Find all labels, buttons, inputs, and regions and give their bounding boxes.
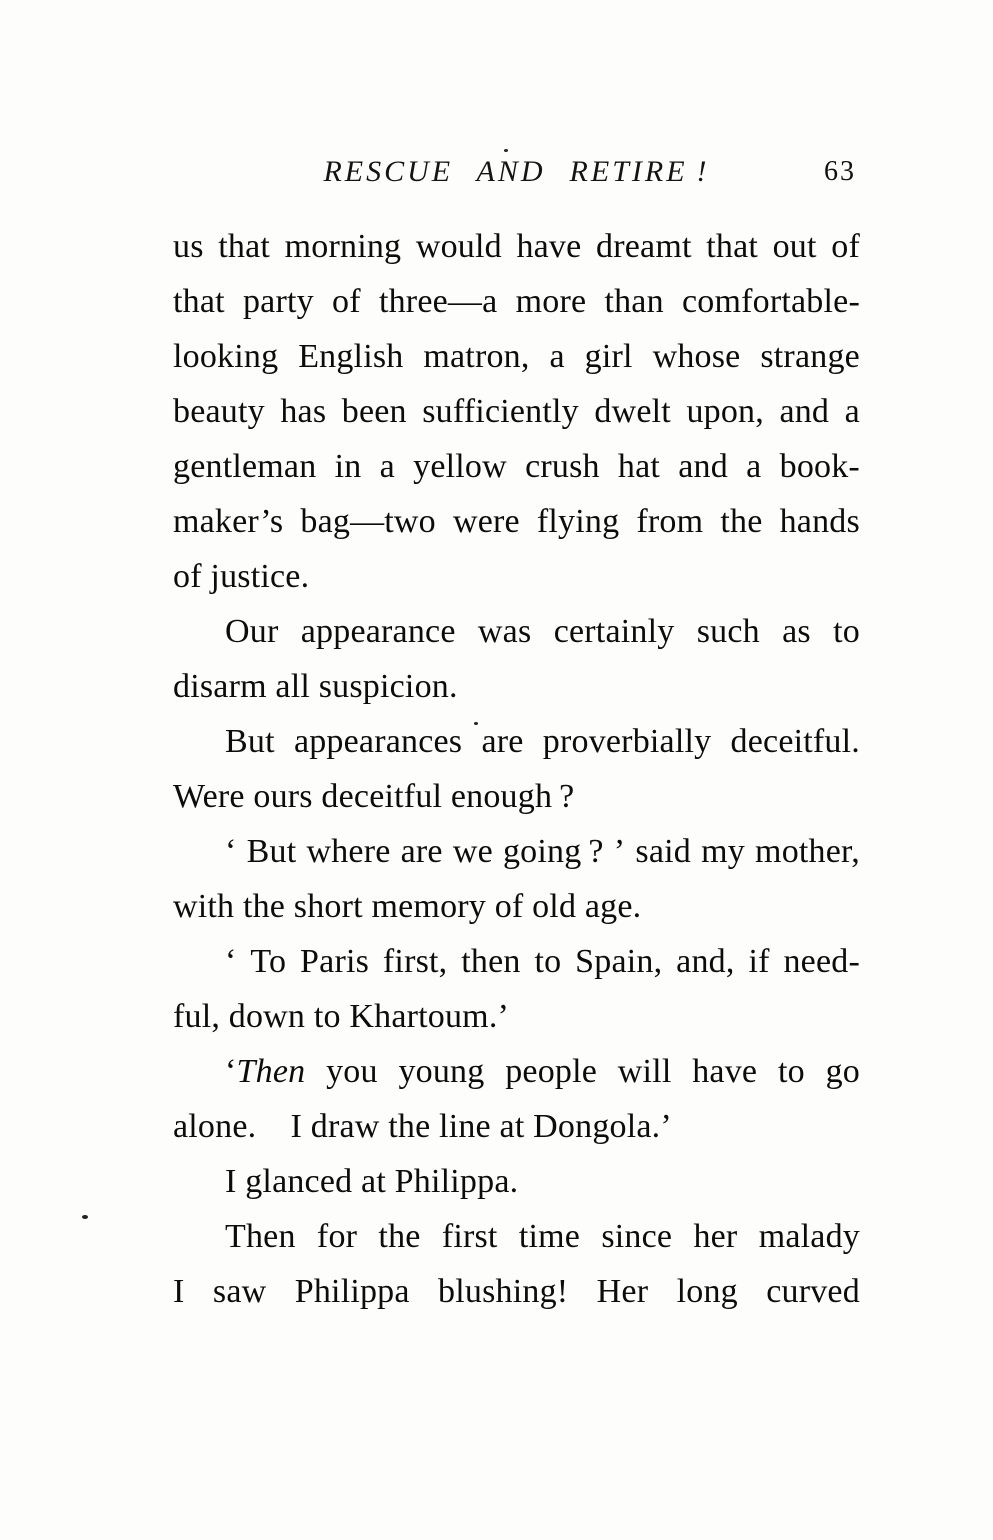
word: deceitful.	[730, 723, 860, 760]
word: ‘	[225, 943, 237, 980]
word: Our	[225, 613, 279, 650]
chapter-title: RESCUE AND RETIRE !	[323, 155, 710, 188]
word: that	[173, 283, 225, 320]
word: the	[378, 1218, 421, 1255]
word: the	[720, 503, 763, 540]
text-line: I glanced at Philippa.	[225, 1163, 519, 1200]
word: where	[306, 833, 391, 870]
word: comfortable-	[681, 283, 860, 320]
word: then	[461, 943, 521, 980]
text-line	[173, 219, 860, 274]
word: a	[746, 448, 762, 485]
word: to	[777, 1053, 805, 1090]
word: ‘Then	[225, 1053, 306, 1090]
word: looking	[173, 338, 279, 375]
text-line	[173, 329, 860, 384]
text-line	[173, 274, 860, 329]
word: need-	[783, 943, 860, 980]
word: are	[400, 833, 443, 870]
ink-speck	[504, 149, 508, 152]
word: to	[534, 943, 562, 980]
word: whose	[652, 338, 741, 375]
word: party	[242, 283, 314, 320]
word: ‘	[225, 833, 237, 870]
word: mother,	[755, 833, 860, 870]
word: and	[678, 448, 728, 485]
text-line	[173, 714, 860, 769]
word: go	[825, 1053, 860, 1090]
word: a	[549, 338, 565, 375]
text-line	[173, 439, 860, 494]
word: But	[246, 833, 297, 870]
word: and,	[676, 943, 735, 980]
word: appearances	[293, 723, 463, 760]
word: as	[782, 613, 811, 650]
word: malady	[758, 1218, 860, 1255]
word: you	[326, 1053, 378, 1090]
text-line	[173, 1264, 860, 1319]
word: us	[173, 228, 204, 265]
word: are	[481, 723, 524, 760]
word: has	[280, 393, 327, 430]
word: if	[748, 943, 770, 980]
word: But	[225, 723, 275, 760]
word: of	[332, 283, 361, 320]
word: dreamt	[596, 228, 692, 265]
word: hat	[617, 448, 661, 485]
word: was	[477, 613, 532, 650]
page-number: 63	[824, 156, 856, 187]
word: would	[415, 228, 502, 265]
word: we	[452, 833, 493, 870]
word: have	[516, 228, 582, 265]
word: maker’s	[173, 503, 284, 540]
word: that	[706, 228, 759, 265]
text-line	[173, 1209, 860, 1264]
word: certainly	[553, 613, 675, 650]
word: her	[693, 1218, 738, 1255]
word: for	[316, 1218, 358, 1255]
word: first	[441, 1218, 498, 1255]
word: flying	[536, 503, 620, 540]
word: time	[518, 1218, 581, 1255]
word: beauty	[173, 393, 265, 430]
word: saw	[212, 1273, 267, 1310]
word: matron,	[423, 338, 530, 375]
word: upon,	[686, 393, 764, 430]
word: and	[779, 393, 830, 430]
word: have	[692, 1053, 758, 1090]
text-line	[173, 934, 860, 989]
word: I	[173, 1273, 185, 1310]
word: three—a	[378, 283, 498, 320]
ink-speck	[82, 1215, 88, 1219]
word: out	[772, 228, 817, 265]
word: morning	[284, 228, 402, 265]
word: first,	[382, 943, 448, 980]
word: a	[844, 393, 860, 430]
italic-word: Then	[236, 1053, 306, 1090]
word: Then	[225, 1218, 296, 1255]
text-line	[173, 1044, 860, 1099]
word: Paris	[300, 943, 370, 980]
running-header	[173, 148, 860, 196]
word: gentleman	[173, 448, 317, 485]
word: crush	[525, 448, 600, 485]
word: were	[452, 503, 520, 540]
word: than	[604, 283, 664, 320]
word: from	[636, 503, 704, 540]
word: a	[379, 448, 395, 485]
text-line	[173, 494, 860, 549]
word: since	[601, 1218, 673, 1255]
word: my	[701, 833, 745, 870]
word: people	[505, 1053, 598, 1090]
word: of	[831, 228, 860, 265]
text-line: disarm all suspicion.	[173, 668, 458, 705]
word: ’	[613, 833, 626, 870]
word: English	[298, 338, 404, 375]
word: bag—two	[300, 503, 436, 540]
word: said	[635, 833, 691, 870]
word: blushing!	[438, 1273, 569, 1310]
word: Spain,	[575, 943, 663, 980]
word: Her	[596, 1273, 649, 1310]
text-line	[173, 604, 860, 659]
text-line: alone. I draw the line at Dongola.’	[173, 1108, 672, 1145]
word: girl	[584, 338, 633, 375]
word: long	[676, 1273, 738, 1310]
text-line	[173, 824, 860, 879]
word: such	[696, 613, 760, 650]
word: yellow	[413, 448, 507, 485]
body-text	[173, 219, 860, 1319]
text-line: ful, down to Khartoum.’	[173, 998, 510, 1035]
word: proverbially	[542, 723, 712, 760]
word: strange	[760, 338, 860, 375]
word: more	[515, 283, 587, 320]
text-line: of justice.	[173, 558, 310, 595]
ink-speck	[474, 722, 478, 725]
text-line	[173, 384, 860, 439]
text-line: with the short memory of old age.	[173, 888, 642, 925]
word: sufficiently	[422, 393, 579, 430]
word: will	[617, 1053, 672, 1090]
word: To	[250, 943, 287, 980]
word: been	[341, 393, 407, 430]
word: in	[334, 448, 362, 485]
word: that	[218, 228, 271, 265]
word: to	[833, 613, 860, 650]
text-line: Were ours deceitful enough ?	[173, 778, 575, 815]
word: book-	[779, 448, 860, 485]
word: hands	[779, 503, 860, 540]
word: dwelt	[594, 393, 671, 430]
word: young	[398, 1053, 485, 1090]
word: appearance	[300, 613, 456, 650]
word: Philippa	[294, 1273, 410, 1310]
word: curved	[766, 1273, 860, 1310]
word: going ?	[502, 833, 604, 870]
